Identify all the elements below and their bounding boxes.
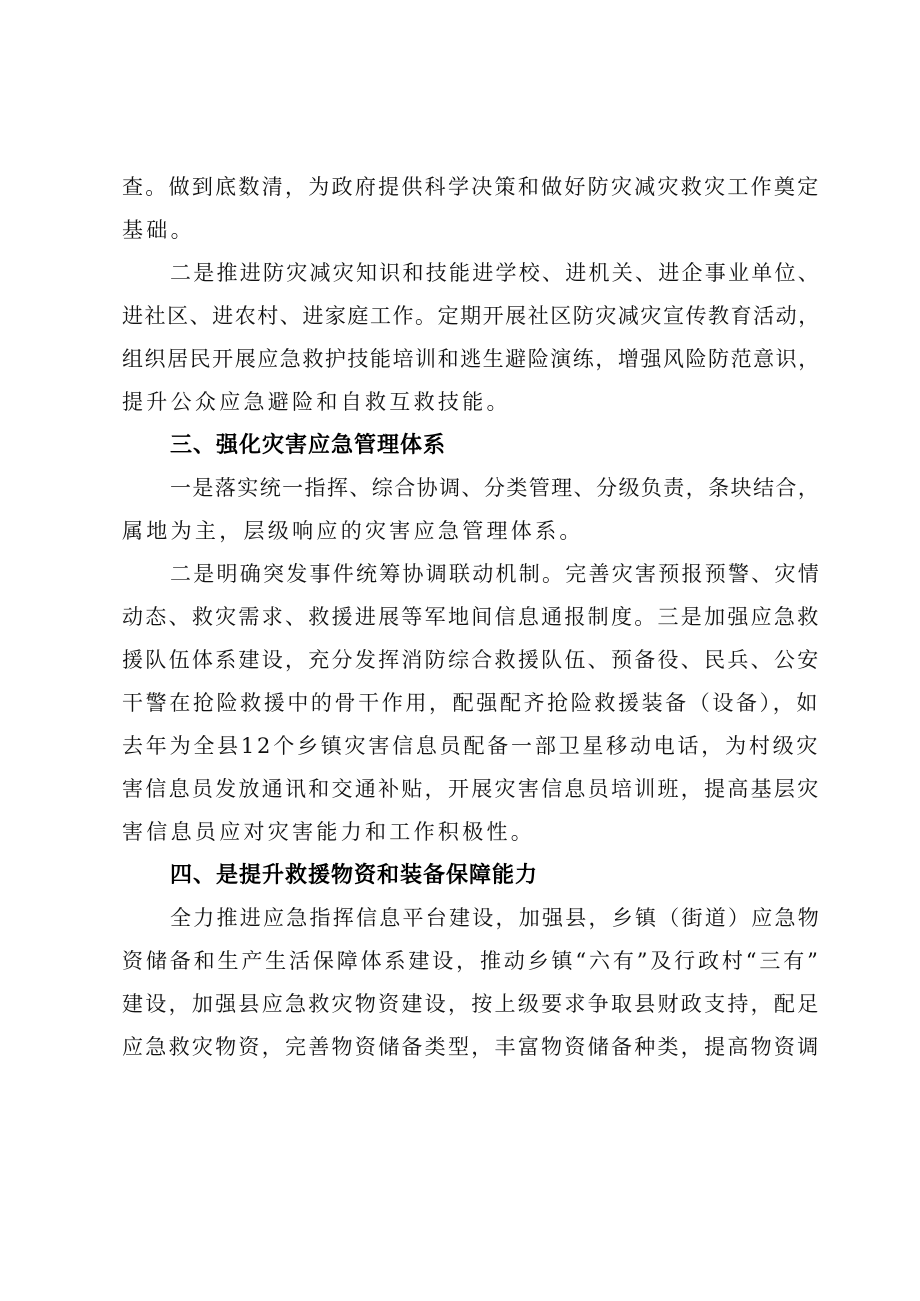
text-line: 应急救灾物资，完善物资储备类型，丰富物资储备种类，提高物资调 xyxy=(122,1035,821,1059)
text-line: 害信息员应对灾害能力和工作积极性。 xyxy=(122,820,536,844)
paragraph-supplies xyxy=(122,897,822,1069)
paragraph-education xyxy=(122,252,822,424)
text-line: 干警在抢险救援中的骨干作用，配强配齐抢险救援装备（设备），如 xyxy=(122,691,820,715)
text-line: 去年为全县12个乡镇灾害信息员配备一部卫星移动电话，为村级灾 xyxy=(122,734,821,758)
section-heading-3: 三、强化灾害应急管理体系 xyxy=(170,433,447,458)
text-line: 资储备和生产生活保障体系建设，推动乡镇“六有”及行政村“三有” xyxy=(122,949,821,973)
text-line: 基础。 xyxy=(122,218,195,242)
text-line: 组织居民开展应急救护技能培训和逃生避险演练，增强风险防范意识， xyxy=(122,347,821,371)
text-line: 害信息员发放通讯和交通补贴，开展灾害信息员培训班，提高基层灾 xyxy=(122,777,821,801)
text-line: 动态、救灾需求、救援进展等军地间信息通报制度。三是加强应急救 xyxy=(122,605,821,629)
text-line: 二是推进防灾减灾知识和技能进学校、进机关、进企事业单位、 xyxy=(170,261,821,285)
text-line: 进社区、进农村、进家庭工作。定期开展社区防灾减灾宣传教育活动， xyxy=(122,304,821,328)
section-heading-4: 四、是提升救援物资和装备保障能力 xyxy=(170,863,539,888)
text-line: 提升公众应急避险和自救互救技能。 xyxy=(122,390,511,414)
paragraph-continuation xyxy=(122,166,822,252)
document-body xyxy=(122,166,822,1069)
text-line: 全力推进应急指挥信息平台建设，加强县，乡镇（街道）应急物 xyxy=(170,906,821,930)
paragraph-coordination xyxy=(122,553,822,854)
text-line: 二是明确突发事件统筹协调联动机制。完善灾害预报预警、灾情 xyxy=(170,562,821,586)
text-line: 援队伍体系建设，充分发挥消防综合救援队伍、预备役、民兵、公安 xyxy=(122,648,821,672)
text-line: 一是落实统一指挥、综合协调、分类管理、分级负责，条块结合， xyxy=(170,476,821,500)
text-line: 建设，加强县应急救灾物资建设，按上级要求争取县财政支持，配足 xyxy=(122,992,821,1016)
paragraph-command-system xyxy=(122,467,822,553)
text-line: 属地为主，层级响应的灾害应急管理体系。 xyxy=(122,519,584,543)
text-line: 查。做到底数清，为政府提供科学决策和做好防灾减灾救灾工作奠定 xyxy=(122,175,821,199)
